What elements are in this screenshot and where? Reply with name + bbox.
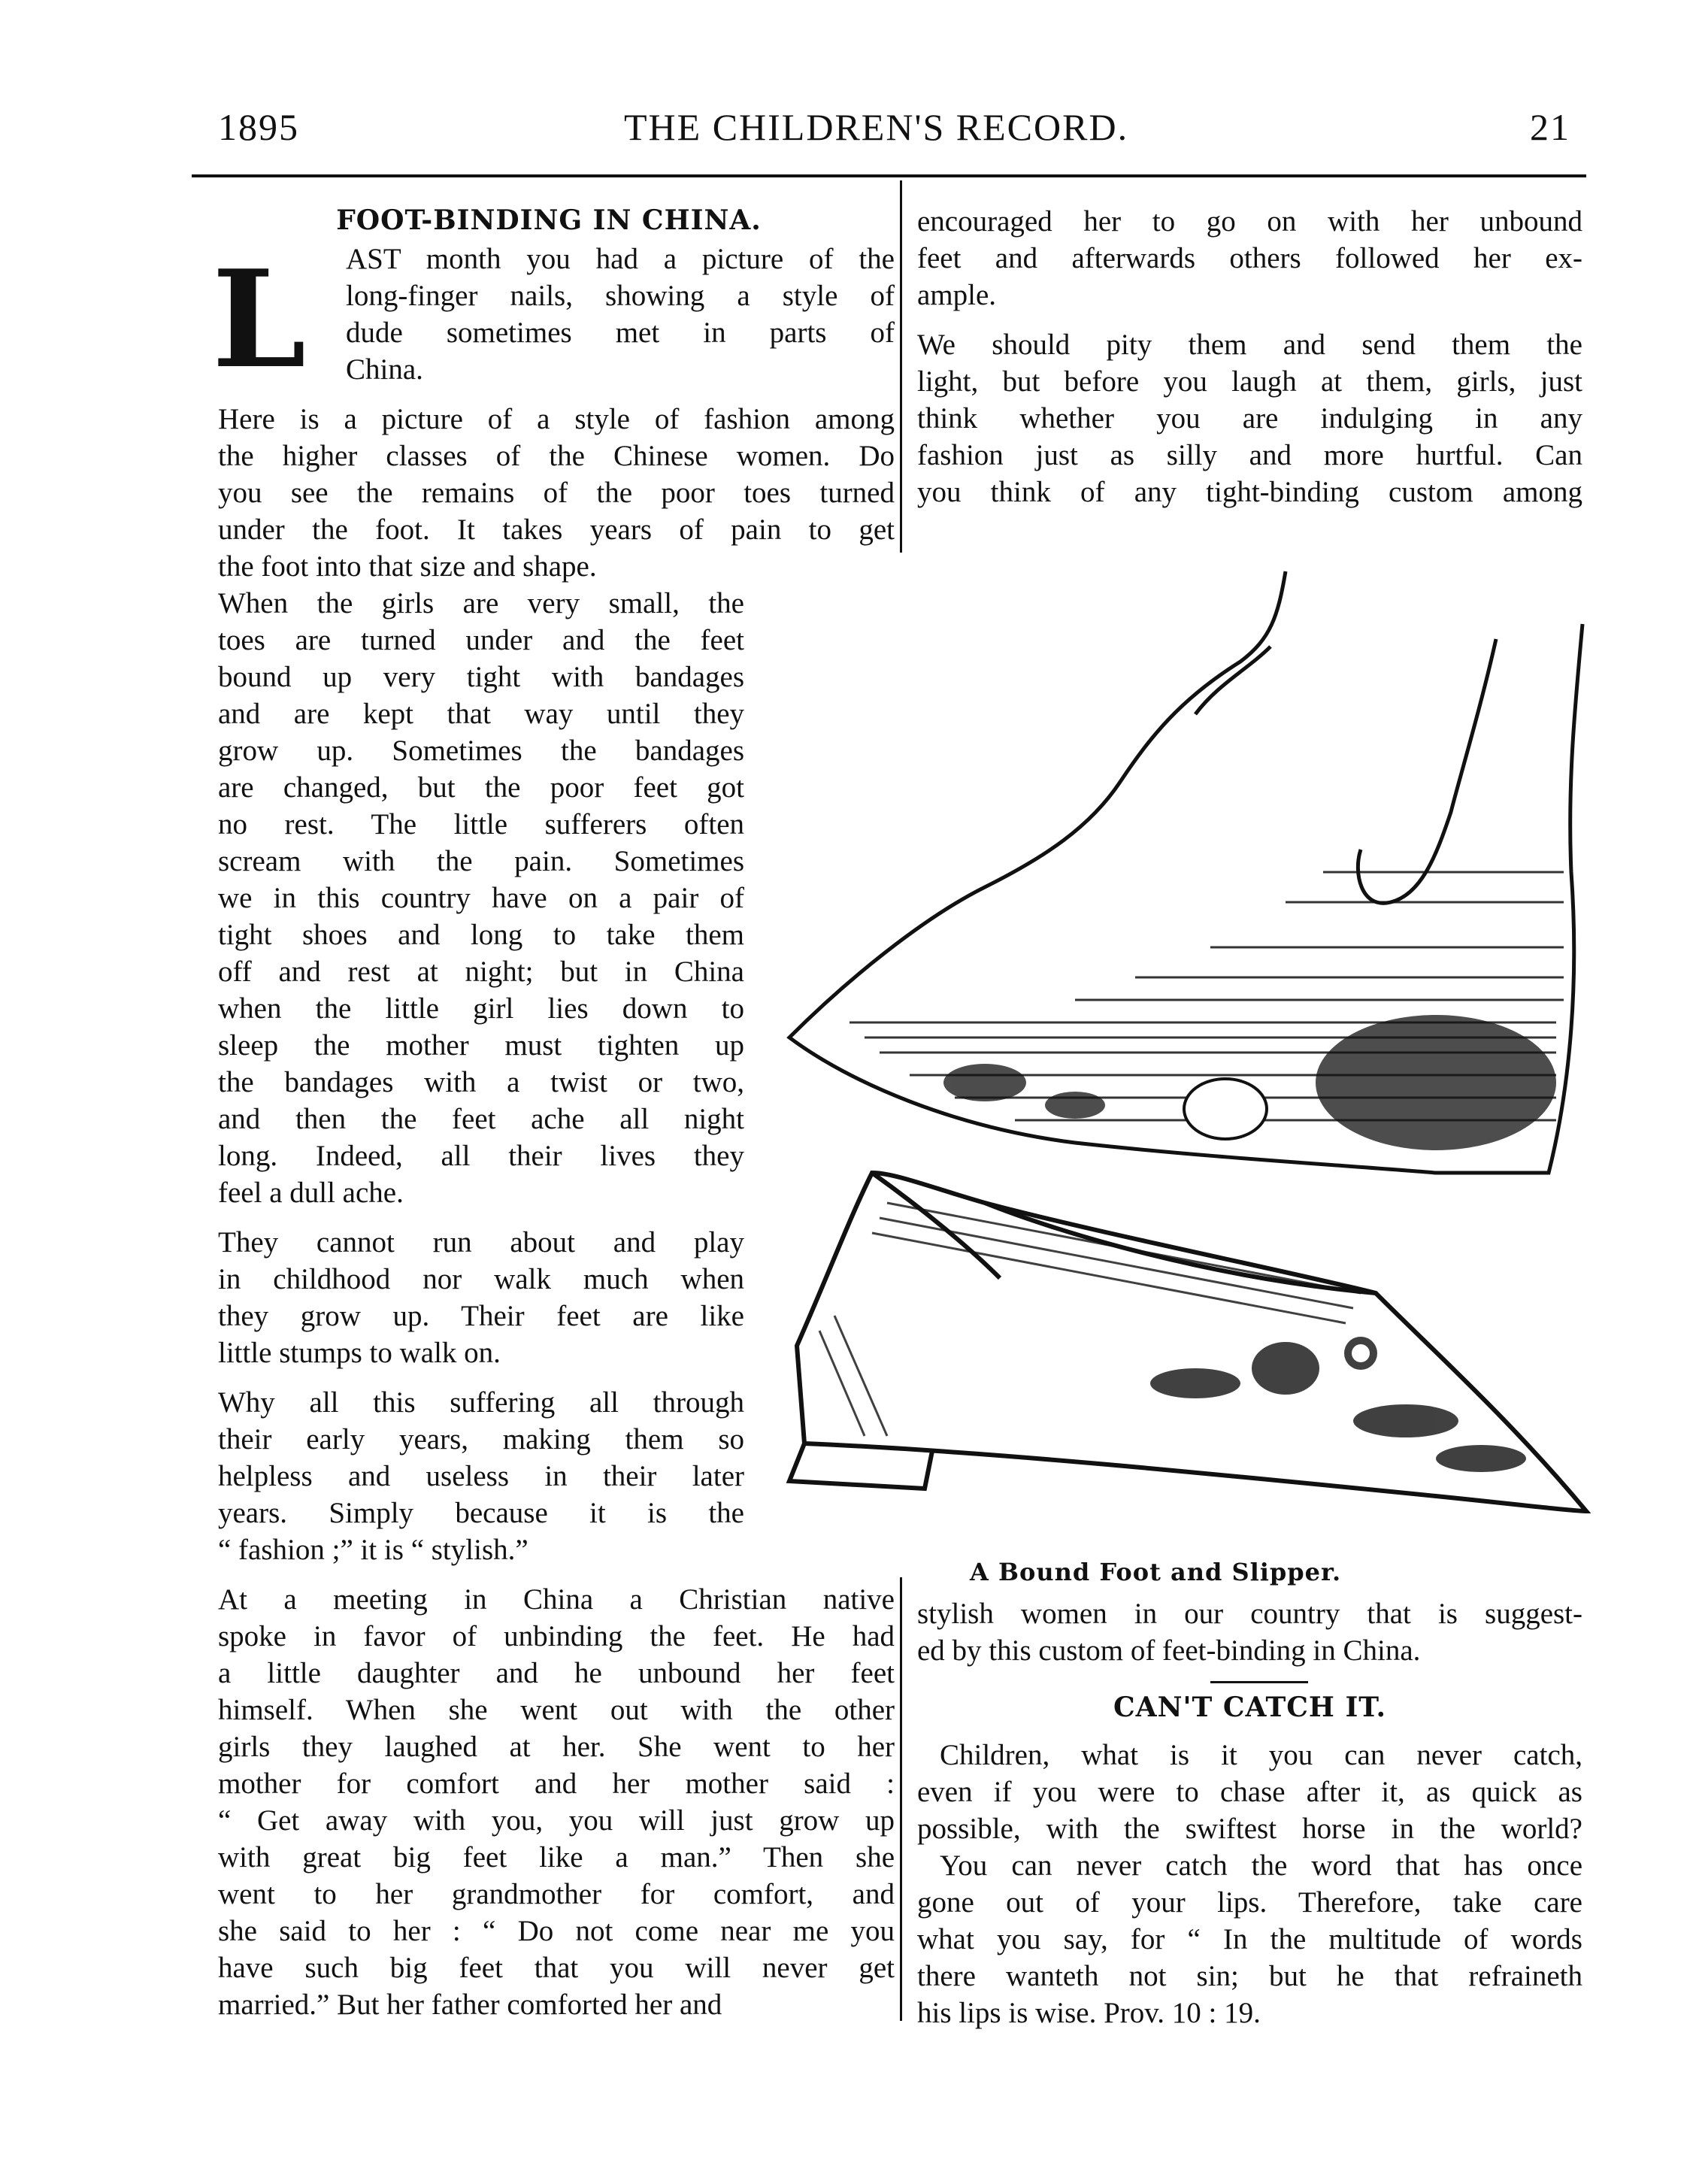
text-line: Here is a picture of a style of fashion among (218, 403, 895, 435)
column-2-article-2 (917, 1737, 1582, 2031)
text-line: off and rest at night; but in China (218, 956, 744, 988)
text-line: and are kept that way until they (218, 698, 744, 730)
column-2-bottom (917, 1595, 1582, 1669)
text-line: think whether you are indulging in any (917, 402, 1582, 435)
text-line: they grow up. Their feet are like (218, 1300, 744, 1332)
text-line: spoke in favor of unbinding the feet. He had (218, 1620, 895, 1652)
text-line: fashion just as silly and more hurtful. Can (917, 439, 1582, 471)
text-line: light, but before you laugh at them, girls, just (917, 365, 1582, 398)
year: 1895 (218, 106, 299, 148)
text-line: “ Get away with you, you will just grow up (218, 1804, 895, 1837)
text-line: you see the remains of the poor toes turned (218, 477, 895, 509)
text-line: girls they laughed at her. She went to her (218, 1731, 895, 1763)
text-line: and then the feet ache all night (218, 1103, 744, 1135)
text-line: the higher classes of the Chinese women. Do (218, 440, 895, 472)
article-title-cant-catch-it: CAN'T CATCH IT. (1113, 1692, 1386, 1723)
article-title-foot-binding: FOOT-BINDING IN CHINA. (336, 204, 762, 236)
text-line: there wanteth not sin; but he that refraineth (917, 1960, 1582, 1992)
text-line: AST month you had a picture of the (346, 243, 895, 275)
text-line: a little daughter and he unbound her feet (218, 1657, 895, 1689)
text-line: ed by this custom of feet-binding in China. (917, 1634, 1421, 1667)
text-line: dude sometimes met in parts of (346, 317, 895, 349)
text-line: in childhood nor walk much when (218, 1263, 744, 1295)
text-line: the bandages with a twist or two, (218, 1066, 744, 1098)
text-line: toes are turned under and the feet (218, 624, 744, 656)
text-line: years. Simply because it is the (218, 1497, 744, 1529)
short-rule (1210, 1681, 1308, 1683)
column-2-top (917, 203, 1582, 510)
text-line: long-finger nails, showing a style of (346, 280, 895, 312)
text-line: little stumps to walk on. (218, 1337, 501, 1369)
text-line: gone out of your lips. Therefore, take care (917, 1886, 1582, 1919)
text-line: went to her grandmother for comfort, and (218, 1878, 895, 1910)
text-line: stylish women in our country that is suggest- (917, 1598, 1582, 1630)
drop-cap: L (212, 241, 307, 398)
text-line: himself. When she went out with the other (218, 1694, 895, 1726)
text-line: helpless and useless in their later (218, 1460, 744, 1492)
text-line: even if you were to chase after it, as quick as (917, 1776, 1582, 1808)
text-line: tight shoes and long to take them (218, 919, 744, 951)
text-line: long. Indeed, all their lives they (218, 1140, 744, 1172)
text-line: grow up. Sometimes the bandages (218, 735, 744, 767)
header-rule (192, 174, 1586, 177)
text-line: feet and afterwards others followed her ex- (917, 242, 1582, 274)
text-line: bound up very tight with bandages (218, 661, 744, 693)
text-line: They cannot run about and play (218, 1226, 744, 1259)
text-line: We should pity them and send them the (917, 329, 1582, 361)
text-line: “ fashion ;” it is “ stylish.” (218, 1534, 528, 1566)
text-line: with great big feet like a man.” Then she (218, 1841, 895, 1874)
text-line: his lips is wise. Prov. 10 : 19. (917, 1997, 1261, 2029)
text-line: you think of any tight-binding custom among (917, 476, 1582, 508)
text-line: she said to her : “ Do not come near me you (218, 1915, 895, 1947)
column-divider-bottom (900, 1577, 902, 2021)
text-line: China. (346, 353, 423, 386)
text-line: are changed, but the poor feet got (218, 771, 744, 804)
text-line: what you say, for “ In the multitude of words (917, 1923, 1582, 1955)
text-line: scream with the pain. Sometimes (218, 845, 744, 877)
text-line: encouraged her to go on with her unbound (917, 205, 1582, 238)
text-line: Children, what is it you can never catch, (940, 1739, 1582, 1771)
text-line: their early years, making them so (218, 1423, 744, 1455)
text-line: ample. (917, 279, 997, 311)
text-line: we in this country have on a pair of (218, 882, 744, 914)
text-line: have such big feet that you will never get (218, 1952, 895, 1984)
text-line: At a meeting in China a Christian native (218, 1583, 895, 1616)
column-divider-top (900, 180, 902, 553)
bound-foot-and-slipper-illustration (759, 556, 1594, 1534)
publication-title: THE CHILDREN'S RECORD. (624, 106, 1129, 148)
text-line: You can never catch the word that has once (940, 1849, 1582, 1882)
page-number: 21 (1530, 106, 1570, 148)
text-line: no rest. The little sufferers often (218, 808, 744, 841)
text-line: under the foot. It takes years of pain to get (218, 513, 895, 546)
text-line: the foot into that size and shape. (218, 550, 597, 583)
text-line: when the little girl lies down to (218, 992, 744, 1025)
text-line: sleep the mother must tighten up (218, 1029, 744, 1062)
text-line: mother for comfort and her mother said : (218, 1767, 895, 1800)
text-line: possible, with the swiftest horse in the world? (917, 1813, 1582, 1845)
text-line: feel a dull ache. (218, 1177, 404, 1209)
illustration-caption: A Bound Foot and Slipper. (970, 1558, 1342, 1586)
text-line: Why all this suffering all through (218, 1386, 744, 1419)
text-line: When the girls are very small, the (218, 587, 744, 619)
text-line: married.” But her father comforted her and (218, 1989, 722, 2021)
